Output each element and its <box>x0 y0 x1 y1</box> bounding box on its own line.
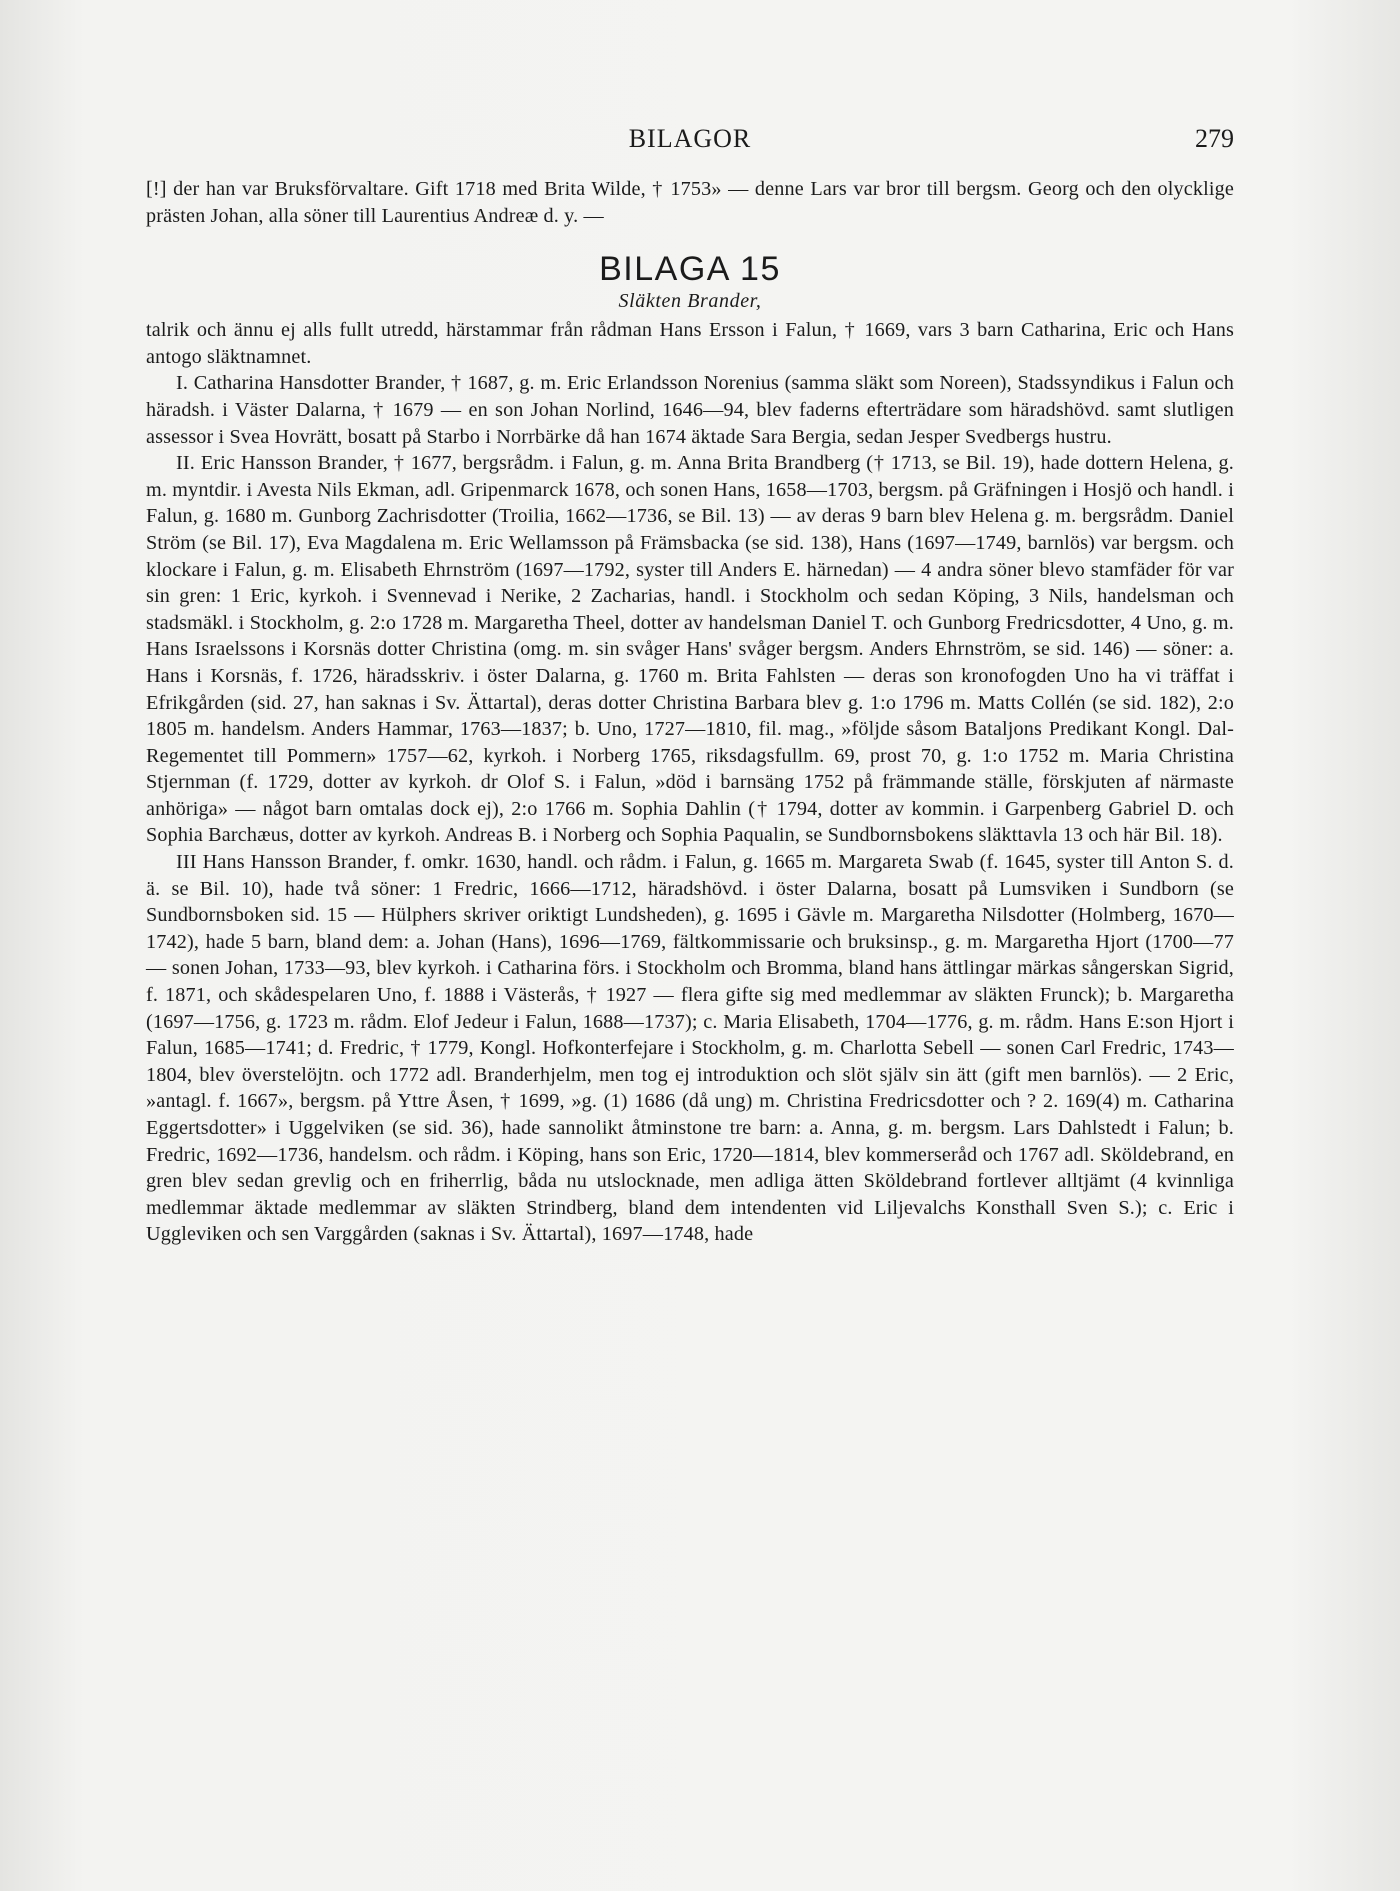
body-paragraph: II. Eric Hansson Brander, † 1677, bergsrådm. i Falun, g. m. Anna Brita Brandberg († 1713, se Bil. 19), hade dottern Helena, g. m. myntdir. i Avesta Nils Ekman, adl. Gripenmarck 1678, och sonen Hans, 1658—1703, bergsm. på Gräfningen i Hosjö och handl. i Falun, g. 1680 m. Gunborg Zachrisdotter (Troilia, 1662—1736, se Bil. 13) — av deras 9 barn blev Helena g. m. bergsrådm. Daniel Ström (se Bil. 17), Eva Magdalena m. Eric Wellamsson på Främsbacka (se sid. 138), Hans (1697—1749, barnlös) var bergsm. och klockare i Falun, g. m. Elisabeth Ehrnström (1697—1792, syster till Anders E. härnedan) — 4 andra söner blevo stamfäder för var sin gren: 1 Eric, kyrkoh. i Svennevad i Nerike, 2 Zacharias, handl. i Stockholm och sedan Köping, 3 Nils, handelsman och stadsmäkl. i Stockholm, g. 2:o 1728 m. Margaretha Theel, dotter av handelsman Daniel T. och Gunborg Fredricsdotter, 4 Uno, g. m. Hans Israelssons i Korsnäs dotter Christina (omg. m. sin svåger Hans' svåger bergsm. Anders Ehrnström, se sid. 146) — söner: a. Hans i Korsnäs, f. 1726, häradsskriv. i öster Dalarna, g. 1760 m. Brita Fahlsten — deras son kronofogden Uno ha vi träffat i Efrikgården (sid. 27, han saknas i Sv. Ättartal), deras dotter Christina Barbara blev g. 1:o 1796 m. Matts Collén (se sid. 182), 2:o 1805 m. handelsm. Anders Hammar, 1763—1837; b. Uno, 1727—1810, fil. mag., »följde såsom Bataljons Predikant Kongl. Dal-Regementet till Pommern» 1757—62, kyrkoh. i Norberg 1765, riksdagsfullm. 69, prost 70, g. 1:o 1752 m. Maria Christina Stjernman (f. 1729, dotter av kyrkoh. dr Olof S. i Falun, »död i barnsäng 1752 på främmande ställe, förskjuten af närmaste anhöriga» — något barn omtalas dock ej), 2:o 1766 m. Sophia Dahlin († 1794, dotter av kommin. i Garpenberg Gabriel D. och Sophia Barchæus, dotter av kyrkoh. Andreas B. i Norberg och Sophia Paqualin, se Sundbornsbokens släkttavla 13 och här Bil. 18). <box>146 452 1234 847</box>
page-body <box>146 176 1234 1248</box>
body-paragraph: talrik och ännu ej alls fullt utredd, härstammar från rådman Hans Ersson i Falun, † 1669, vars 3 barn Catharina, Eric och Hans antogo släktnamnet. <box>146 319 1234 368</box>
running-title: BILAGOR <box>628 124 752 153</box>
section-subheading: Släkten Brander, <box>618 290 762 313</box>
page-header <box>146 120 1234 160</box>
body-paragraph: III Hans Hansson Brander, f. omkr. 1630, handl. och rådm. i Falun, g. 1665 m. Margareta Swab (f. 1645, syster till Anton S. d. ä. se Bil. 10), hade två söner: 1 Fredric, 1666—1712, häradshövd. i öster Dalarna, bosatt på Lumsviken i Sundborn (se Sundbornsboken sid. 15 — Hülphers skriver oriktigt Lundsheden), g. 1695 i Gävle m. Margaretha Nilsdotter (Holmberg, 1670—1742), hade 5 barn, bland dem: a. Johan (Hans), 1696—1769, fältkommissarie och bruksinsp., g. m. Margaretha Hjort (1700—77 — sonen Johan, 1733—93, blev kyrkoh. i Catharina förs. i Stockholm och Bromma, bland hans ättlingar märkas sångerskan Sigrid, f. 1871, och skådespelaren Uno, f. 1888 i Västerås, † 1927 — flera gifte sig med medlemmar av släkten Frunck); b. Margaretha (1697—1756, g. 1723 m. rådm. Elof Jedeur i Falun, 1688—1737); c. Maria Elisabeth, 1704—1776, g. m. rådm. Hans E:son Hjort i Falun, 1685—1741; d. Fredric, † 1779, Kongl. Hofkonterfejare i Stockholm, g. m. Charlotta Sebell — sonen Carl Fredric, 1743—1804, blev överstelöjtn. och 1772 adl. Branderhjelm, men tog ej introduktion och slöt själv sin ätt (gift men barnlös). — 2 Eric, »antagl. f. 1667», bergsm. på Yttre Åsen, † 1699, »g. (1) 1686 (då ung) m. Christina Fredricsdotter och ? 2. 169(4) m. Catharina Eggertsdotter» i Uggelviken (se sid. 36), hade sannolikt åtminstone tre barn: a. Anna, g. m. bergsm. Lars Dahlstedt i Falun; b. Fredric, 1692—1736, handelsm. och rådm. i Köping, hans son Eric, 1720—1814, blev kommerseråd och 1767 adl. Sköldebrand, en gren blev sedan grevlig och en friherrlig, båda nu utslocknade, men adliga ätten Sköldebrand fortlever alltjämt (4 kvinnliga medlemmar äktade medlemmar av släkten Strindberg, bland dem intendenten vid Liljevalchs Konsthall Sven S.); c. Eric i Uggleviken och sen Varggården (saknas i Sv. Ättartal), 1697—1748, hade <box>146 851 1234 1246</box>
body-paragraph: I. Catharina Hansdotter Brander, † 1687, g. m. Eric Erlandsson Norenius (samma släkt som Noreen), Stadssyndikus i Falun och häradsh. i Väster Dalarna, † 1679 — en son Johan Norlind, 1646—94, blev faderns efterträdare som häradshövd. samt slutligen assessor i Svea Hovrätt, bosatt på Starbo i Norrbärke då han 1674 äktade Sara Bergia, sedan Jesper Svedbergs hustru. <box>146 372 1234 448</box>
page-number: 279 <box>1195 124 1234 153</box>
intro-paragraph: [!] der han var Bruksförvaltare. Gift 1718 med Brita Wilde, † 1753» — denne Lars var bror till bergsm. Georg och den olycklige prästen Johan, alla söner till Laurentius Andreæ d. y. — <box>146 178 1234 227</box>
section-heading: BILAGA 15 <box>599 250 781 289</box>
